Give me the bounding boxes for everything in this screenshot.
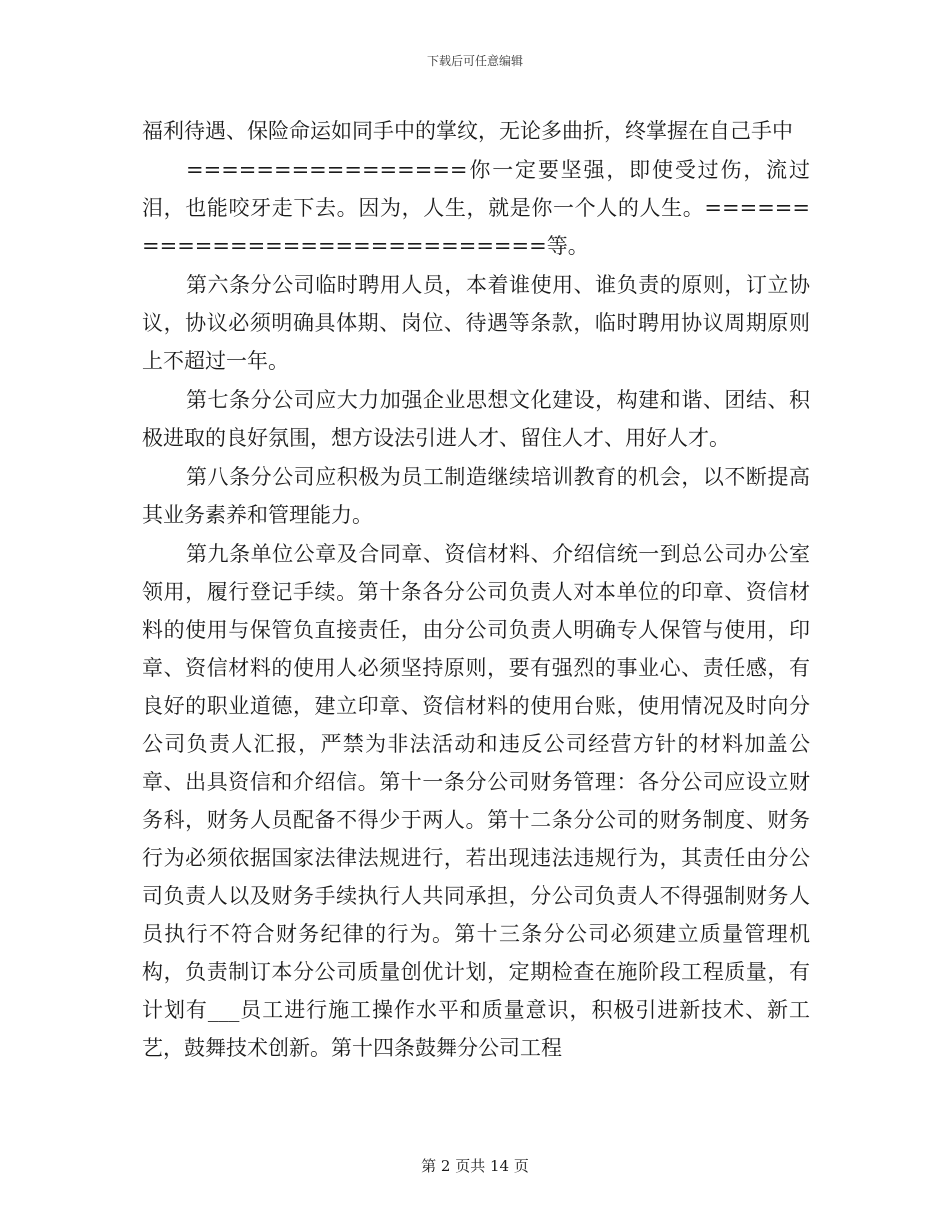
paragraph-2: ================你一定要坚强，即使受过伤，流过泪，也能咬牙走下去。因为，人生，就是你一个人的人生。=============================等。 [142,158,810,258]
page-header: 下载后可任意编辑 [426,54,523,68]
document-body [142,112,810,1068]
paragraph-article-8: 第八条分公司应积极为员工制造继续培训教育的机会，以不断提高其业务素养和管理能力。 [142,465,810,527]
paragraph-article-9-14: 第九条单位公章及合同章、资信材料、介绍信统一到总公司办公室领用，履行登记手续。第十条各分公司负责人对本单位的印章、资信材料的使用与保管负直接责任，由分公司负责人明确专人保管与使用，印章、资信材料的使用人必须坚持原则，要有强烈的事业心、责任感，有良好的职业道德，建立印章、资信材料的使用台账，使用情况及时向分公司负责人汇报，严禁为非法活动和违反公司经营方针的材料加盖公章、出具资信和介绍信。第十一条分公司财务管理：各分公司应设立财务科，财务人员配备不得少于两人。第十二条分公司的财务制度、财务行为必须依据国家法律法规进行，若出现违法违规行为，其责任由分公司负责人以及财务手续执行人共同承担，分公司负责人不得强制财务人员执行不符合财务纪律的行为。第十三条分公司必须建立质量管理机构，负责制订本分公司质量创优计划，定期检查在施阶段工程质量，有计划有___员工进行施工操作水平和质量意识，积极引进新技术、新工艺，鼓舞技术创新。第十四条鼓舞分公司工程 [142,542,810,1060]
paragraph-article-6: 第六条分公司临时聘用人员，本着谁使用、谁负责的原则，订立协议，协议必须明确具体期、岗位、待遇等条款，临时聘用协议周期原则上不超过一年。 [142,273,810,373]
page-footer: 第 2 页共 14 页 [421,1157,529,1175]
paragraph-article-7: 第七条分公司应大力加强企业思想文化建设，构建和谐、团结、积极进取的良好氛围，想方设法引进人才、留住人才、用好人才。 [142,388,810,450]
paragraph-1: 福利待遇、保险命运如同手中的掌纹，无论多曲折，终掌握在自己手中 [142,119,793,143]
